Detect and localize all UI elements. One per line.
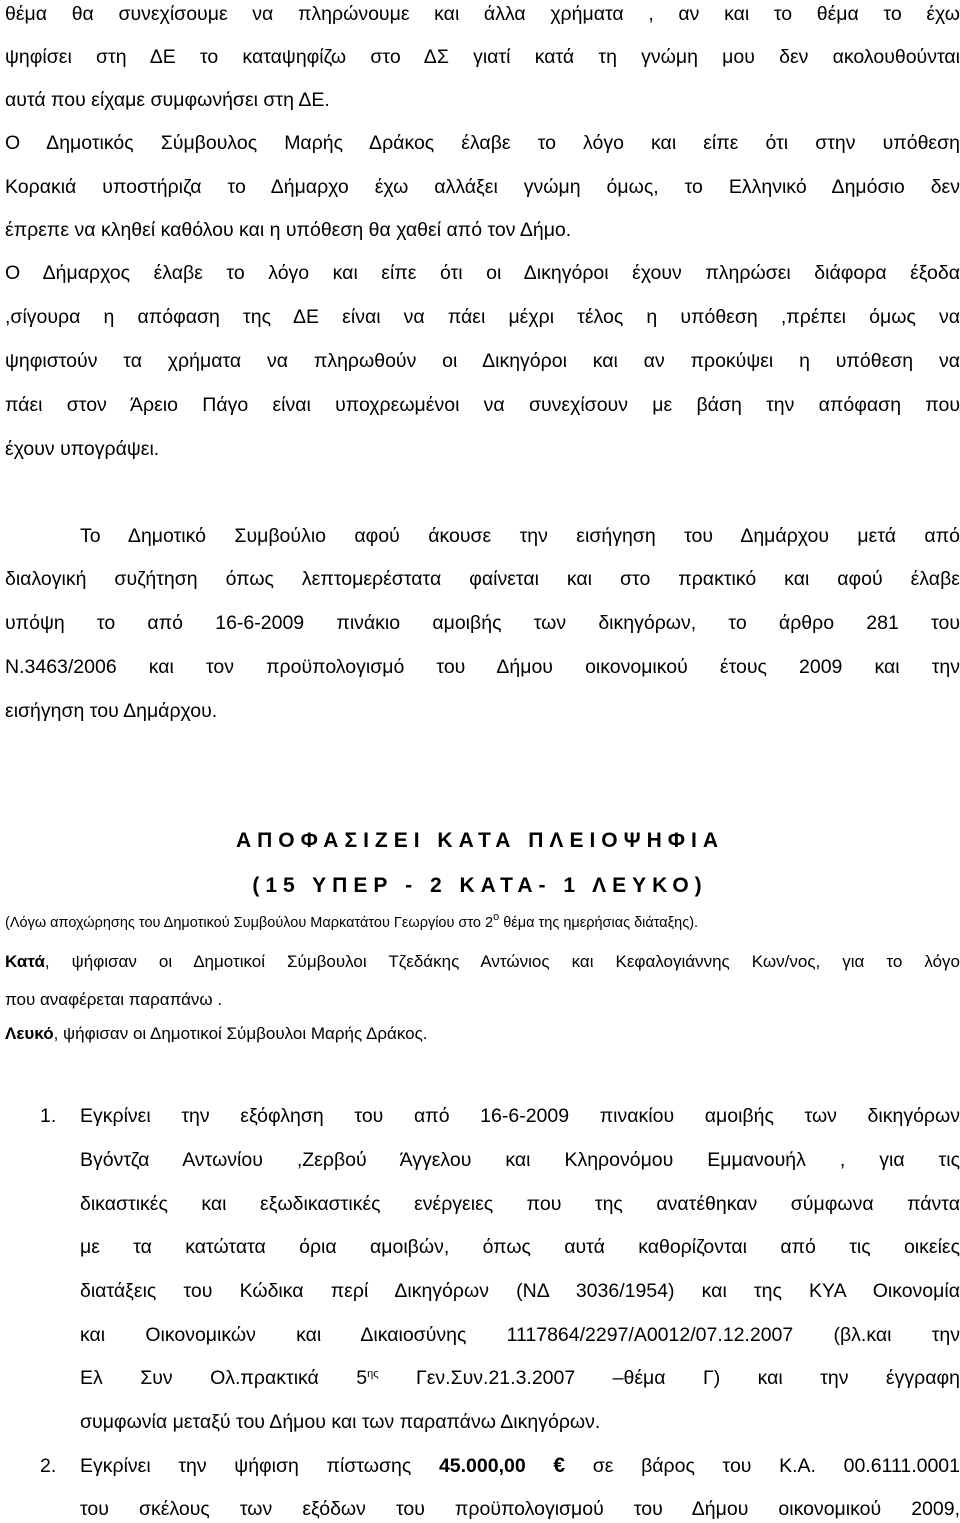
absence-note-text: (Λόγω αποχώρησης του Δημοτικού Συμβούλου Μαρκατάτου Γεωργίου στο 2 [5, 915, 494, 931]
against-line-1 [5, 951, 960, 973]
mayor-line-4: πάει στον Άρειο Πάγο είναι υποχρεωμένοι να συνεχίσουν με βάση την απόφαση που [5, 394, 960, 416]
item-1-line-4: με τα κατώτατα όρια αμοιβών, όπως αυτά καθορίζονται από τις οικείες [80, 1236, 960, 1258]
council-line-2: διαλογική συζήτηση όπως λεπτομερέστατα φαίνεται και στο πρακτικό και αφού έλαβε [5, 568, 960, 590]
euro-icon: € [553, 1454, 566, 1477]
item-1-line-8: συμφωνία μεταξύ του Δήμου και των παραπάνω Δικηγόρων. [80, 1411, 601, 1433]
absence-note [5, 913, 960, 933]
drakos-line-1: Ο Δημοτικός Σύμβουλος Μαρής Δράκος έλαβε το λόγο και είπε ότι στην υπόθεση [5, 132, 960, 154]
item-2-number: 2. [40, 1455, 57, 1477]
intro-line-1: θέμα θα συνεχίσουμε να πληρώνουμε και άλλα χρήματα , αν και το θέμα το έχω [5, 3, 960, 25]
item-1-line-1: Εγκρίνει την εξόφληση του από 16-6-2009 πινακίου αμοιβής των δικηγόρων [80, 1105, 960, 1127]
council-line-3: υπόψη το από 16-6-2009 πινάκιο αμοιβής των δικηγόρων, το άρθρο 281 του [5, 612, 960, 634]
absence-note-superscript: ο [493, 911, 500, 923]
item-2-line-2: του σκέλους των εξόδων του προϋπολογισμού του Δήμου οικονομικού 2009, [80, 1498, 960, 1520]
item-1-line-7-text: Ελ Συν Ολ.πρακτικά 5 [80, 1367, 368, 1389]
against-label: Κατά [5, 952, 45, 971]
decision-title: ΑΠΟΦΑΣΙΖΕΙ ΚΑΤΑ ΠΛΕΙΟΨΗΦΙΑ [235, 829, 725, 852]
item-1-superscript: ης [367, 1368, 379, 1380]
credit-amount: 45.000,00 [438, 1455, 526, 1477]
absence-note-text-end: θέμα της ημερήσιας διάταξης). [499, 915, 699, 931]
item-1-line-3: δικαστικές και εξωδικαστικές ενέργειες που της ανατέθηκαν σύμφωνα πάντα [80, 1193, 960, 1215]
item-1-line-7 [80, 1366, 960, 1390]
item-1-line-5: διατάξεις του Κώδικα περί Δικηγόρων (ΝΔ 3036/1954) και της ΚΥΑ Οικονομία [80, 1280, 960, 1302]
item-2-text: Εγκρίνει την ψήφιση πίστωσης [80, 1455, 439, 1477]
item-2-text-end: σε βάρος του Κ.Α. 00.6111.0001 [565, 1455, 960, 1477]
intro-line-3: αυτά που είχαμε συμφωνήσει στη ΔΕ. [5, 89, 330, 111]
blank-label: Λευκό [5, 1024, 54, 1043]
mayor-line-1: Ο Δήμαρχος έλαβε το λόγο και είπε ότι οι Δικηγόροι έχουν πληρώσει διάφορα έξοδα [5, 262, 960, 284]
item-2-line-1 [80, 1454, 960, 1478]
council-line-4: Ν.3463/2006 και τον προϋπολογισμό του Δήμου οικονομικού έτους 2009 και την [5, 656, 960, 678]
blank-vote-line [5, 1023, 960, 1045]
against-text: , ψήφισαν οι Δημοτικοί Σύμβουλοι Τζεδάκης Αντώνιος και Κεφαλογιάννης Κων/νος, για το λόγο [44, 952, 960, 971]
mayor-line-3: ψηφιστούν τα χρήματα να πληρωθούν οι Δικηγόροι και αν προκύψει η υπόθεση να [5, 350, 960, 372]
decision-votes: (15 ΥΠΕΡ - 2 ΚΑΤΑ- 1 ΛΕΥΚΟ) [252, 874, 708, 897]
council-line-5: εισήγηση του Δημάρχου. [5, 700, 218, 722]
drakos-line-3: έπρεπε να κληθεί καθόλου και η υπόθεση θα χαθεί από τον Δήμο. [5, 219, 572, 241]
mayor-line-5: έχουν υπογράψει. [5, 438, 160, 460]
against-line-2: που αναφέρεται παραπάνω . [5, 990, 223, 1009]
drakos-line-2: Κορακιά υποστήριζα το Δήμαρχο έχω αλλάξει γνώμη όμως, το Ελληνικό Δημόσιο δεν [5, 176, 960, 198]
item-1-line-6: και Οικονομικών και Δικαιοσύνης 1117864/2297/Α0012/07.12.2007 (βλ.και την [80, 1324, 960, 1346]
item-1-line-7-text-end: Γεν.Συν.21.3.2007 –θέμα Γ) και την έγγραφη [378, 1367, 960, 1389]
item-1-line-2: Βγόντζα Αντωνίου ,Ζερβού Άγγελου και Κληρονόμου Εμμανουήλ , για τις [80, 1149, 960, 1171]
council-line-1: Το Δημοτικό Συμβούλιο αφού άκουσε την εισήγηση του Δημάρχου μετά από [80, 525, 960, 547]
blank-text: , ψήφισαν οι Δημοτικοί Σύμβουλοι Μαρής Δράκος. [53, 1024, 428, 1043]
item-1-number: 1. [40, 1105, 57, 1127]
mayor-line-2: ,σίγουρα η απόφαση της ΔΕ είναι να πάει μέχρι τέλος η υπόθεση ,πρέπει όμως να [5, 306, 960, 328]
intro-line-2: ψηφίσει στη ΔΕ το καταψηφίζω στο ΔΣ γιατί κατά τη γνώμη μου δεν ακολουθούνται [5, 46, 960, 68]
